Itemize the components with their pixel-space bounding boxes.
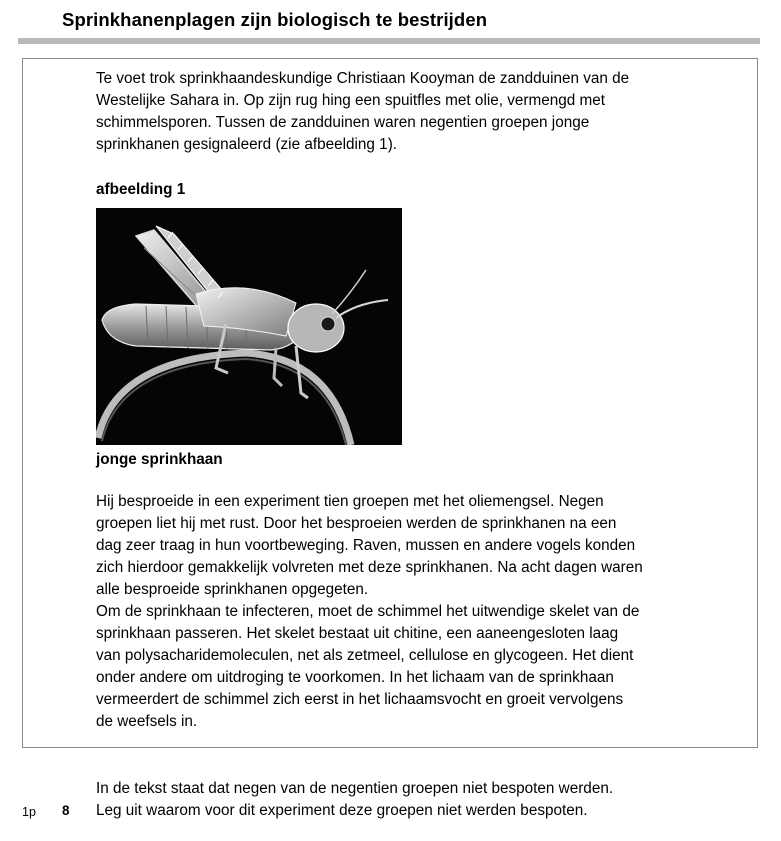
intro-line: Te voet trok sprinkhaandeskundige Christiaan Kooyman de zandduinen van de <box>96 70 630 87</box>
intro-paragraph <box>96 68 629 156</box>
grasshopper-photo <box>96 208 402 445</box>
question-points: 1p <box>22 805 36 819</box>
body-line: van polysacharidemoleculen, net als zetmeel, cellulose en glycogeen. Het dient <box>96 647 634 664</box>
body-line: alle besproeide sprinkhanen opgegeten. <box>96 581 369 598</box>
body-line: onder andere om uitdroging te voorkomen. In het lichaam van de sprinkhaan <box>96 669 614 686</box>
question-number: 8 <box>62 803 70 818</box>
title-underline <box>18 38 760 44</box>
page-title: Sprinkhanenplagen zijn biologisch te bestrijden <box>62 9 488 30</box>
body-line: groepen liet hij met rust. Door het besproeien werden de sprinkhanen na een <box>96 515 617 532</box>
body-line: vermeerdert de schimmel zich eerst in het lichaamsvocht en groeit vervolgens <box>96 691 624 708</box>
figure-caption: jonge sprinkhaan <box>96 451 223 468</box>
intro-line: sprinkhanen gesignaleerd (zie afbeelding 1). <box>96 136 398 153</box>
body-line: sprinkhaan passeren. Het skelet bestaat uit chitine, een aaneengesloten laag <box>96 625 619 642</box>
question-line: Leg uit waarom voor dit experiment deze groepen niet werden bespoten. <box>96 802 588 819</box>
figure-label: afbeelding 1 <box>96 181 186 198</box>
body-line: Om de sprinkhaan te infecteren, moet de schimmel het uitwendige skelet van de <box>96 603 640 620</box>
body-line: Hij besproeide in een experiment tien groepen met het oliemengsel. Negen <box>96 493 604 510</box>
body-paragraph <box>96 491 643 733</box>
body-line: zich hierdoor gemakkelijk volvreten met deze sprinkhanen. Na acht dagen waren <box>96 559 643 576</box>
intro-line: Westelijke Sahara in. Op zijn rug hing een spuitfles met olie, vermengd met <box>96 92 606 109</box>
question-text <box>96 778 613 822</box>
body-line: dag zeer traag in hun voortbeweging. Raven, mussen en andere vogels konden <box>96 537 636 554</box>
body-line: de weefsels in. <box>96 713 198 730</box>
question-line: In de tekst staat dat negen van de negentien groepen niet bespoten werden. <box>96 780 614 797</box>
intro-line: schimmelsporen. Tussen de zandduinen waren negentien groepen jonge <box>96 114 590 131</box>
